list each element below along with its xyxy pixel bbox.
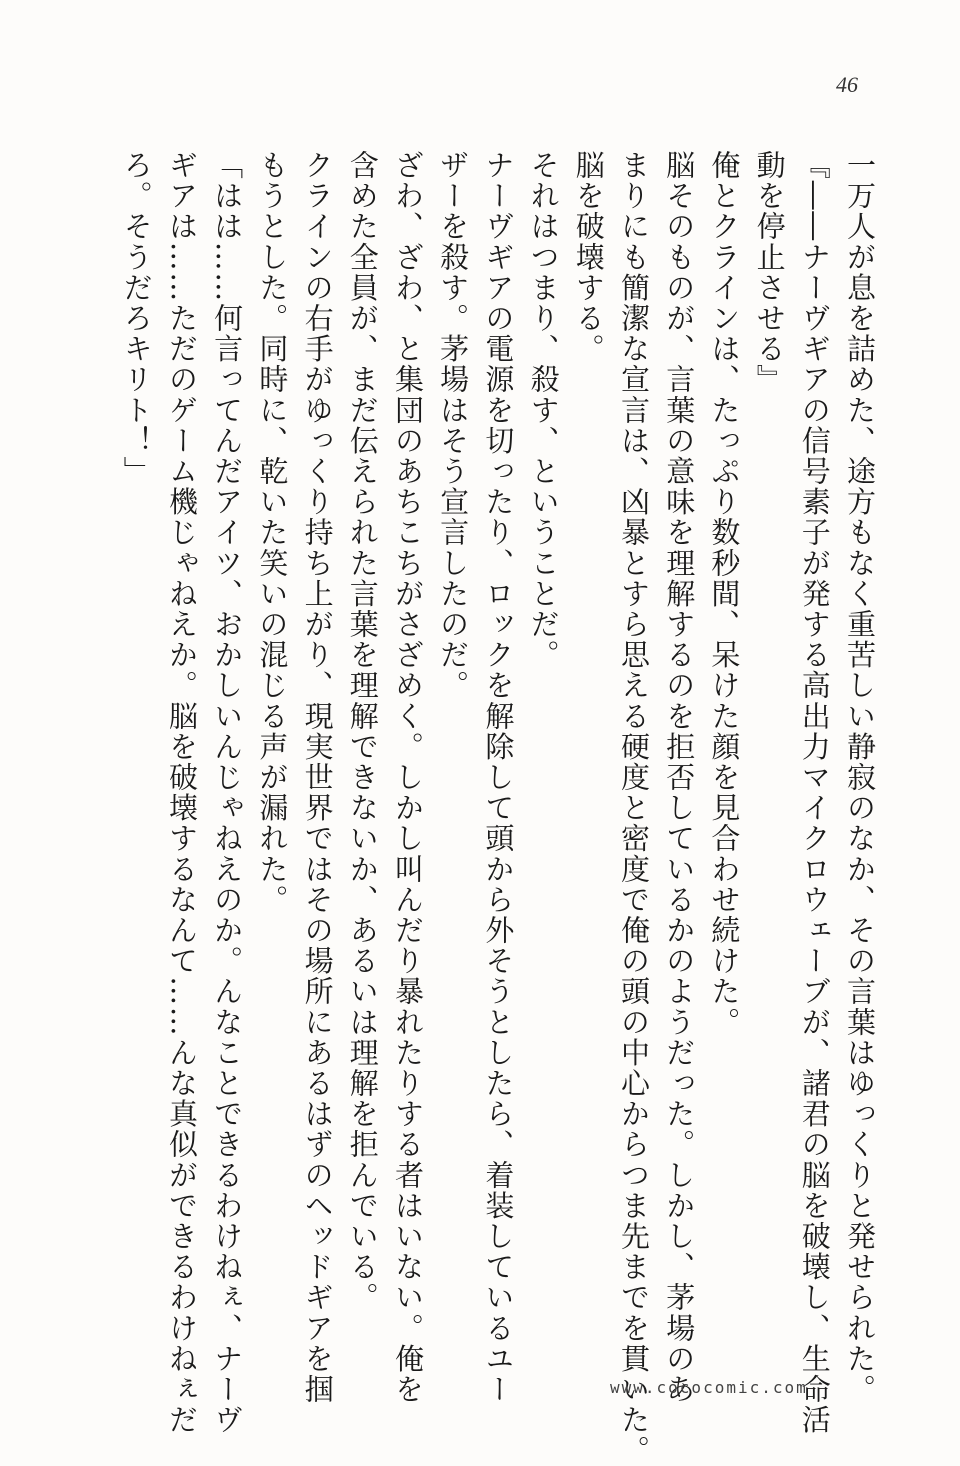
text-line: 含めた全員が、まだ伝えられた言葉を理解できないか、あるいは理解を拒んでいる。 [345,150,380,1313]
page-number: 46 [836,72,858,97]
text-line: ろ。そうだろキリト！」 [119,150,154,487]
text-line: クラインの右手がゆっくり持ち上がり、現実世界ではその場所にあるはずのヘッドギアを掴 [300,150,335,1405]
text-line: まりにも簡潔な宣言は、凶暴とすら思える硬度と密度で俺の頭の中心からつま先までを貫いた。 [616,150,651,1466]
text-line: 脳そのものが、言葉の意味を理解するのを拒否しているかのようだった。しかし、茅場のあ [662,150,697,1405]
text-line: ざわ、ざわ、と集団のあちこちがさざめく。しかし叫んだり暴れたりする者はいない。俺を [390,150,425,1405]
text-line: それはつまり、殺す、ということだ。 [526,150,561,671]
watermark: www.cococomic.com [610,1378,808,1397]
text-line: ギアは……ただのゲーム機じゃねえか。脳を破壊するなんて……んな真似ができるわけねぇだ [164,150,199,1436]
text-line: ザーを殺す。茅場はそう宣言したのだ。 [436,150,471,701]
text-line: もうとした。同時に、乾いた笑いの混じる声が漏れた。 [255,150,290,915]
text-line: 俺とクラインは、たっぷり数秒間、呆けた顔を見合わせ続けた。 [707,150,742,1038]
text-line: 脳を破壊する。 [571,150,606,365]
text-line: 動を停止させる』 [752,150,787,395]
text-line: ナーヴギアの電源を切ったり、ロックを解除して頭から外そうとしたら、着装しているユー [481,150,516,1405]
text-line: 「はは……何言ってんだアイツ、おかしいんじゃねえのか。んなことできるわけねぇ、ナーヴ [210,150,245,1436]
text-line: 一万人が息を詰めた、途方もなく重苦しい静寂のなか、その言葉はゆっくりと発せられた。 [843,150,877,1405]
text-line: 『――ナーヴギアの信号素子が発する高出力マイクロウェーブが、諸君の脳を破壊し、生命活 [797,150,832,1436]
